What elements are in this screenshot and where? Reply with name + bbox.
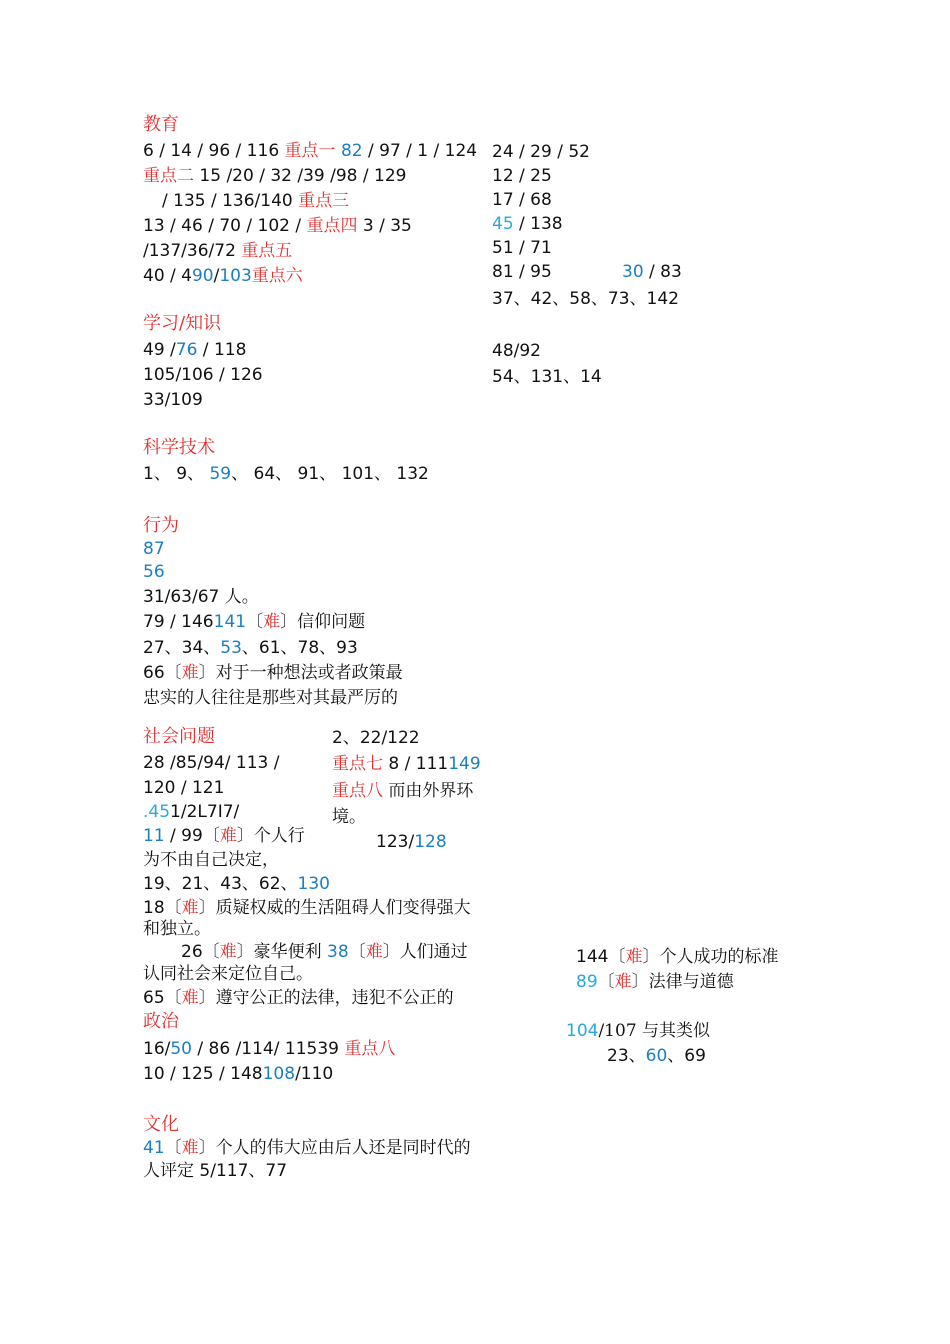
politics-right-1 bbox=[566, 1021, 710, 1041]
text: 49 / bbox=[143, 340, 176, 360]
education-right-6b bbox=[622, 262, 682, 282]
text: 〔 bbox=[608, 947, 626, 967]
key-point-label: 重点八 bbox=[344, 1039, 396, 1059]
key-point-label: 重点五 bbox=[241, 241, 293, 261]
social-line-6 bbox=[143, 874, 330, 894]
culture-line-2 bbox=[143, 1161, 287, 1181]
text: 、69 bbox=[667, 1046, 706, 1066]
culture-line-1 bbox=[143, 1138, 471, 1158]
text: / 86 /114/ 11539 bbox=[192, 1039, 345, 1059]
key-point-label: 重点一 bbox=[284, 141, 336, 161]
text: 18 bbox=[143, 898, 165, 918]
education-right-4 bbox=[492, 214, 563, 234]
text: 10 / 125 / 148 bbox=[143, 1064, 263, 1084]
heading-education: 教育 bbox=[143, 114, 179, 135]
text: 〕法律与道德 bbox=[631, 972, 734, 992]
education-line-6 bbox=[143, 266, 303, 286]
text: 8 / 111 bbox=[383, 754, 449, 774]
text: 19、21、43、62、 bbox=[143, 874, 298, 894]
learning-right-1: 48/92 bbox=[492, 341, 541, 361]
behavior-line-5 bbox=[143, 638, 358, 658]
highlight-number: .45 bbox=[143, 802, 171, 822]
politics-line-1 bbox=[143, 1039, 395, 1059]
highlight-number: 60 bbox=[645, 1046, 668, 1066]
education-line-5 bbox=[143, 241, 292, 261]
text: 26 bbox=[181, 942, 203, 962]
behavior-line-2: 56 bbox=[143, 562, 165, 582]
behavior-line-1: 87 bbox=[143, 539, 165, 559]
difficulty-tag: 难 bbox=[365, 942, 383, 962]
text: / 118 bbox=[197, 340, 247, 360]
key-point-label: 重点六 bbox=[251, 266, 303, 286]
text: 144 bbox=[576, 947, 609, 967]
highlight-number: 45 bbox=[492, 214, 514, 234]
highlight-number: 128 bbox=[414, 832, 447, 852]
education-right-3: 17 / 68 bbox=[492, 190, 552, 210]
text: / bbox=[213, 266, 220, 286]
text: 〕个人行 bbox=[236, 826, 305, 846]
text: 〕对于一种想法或者政策最 bbox=[198, 663, 403, 683]
difficulty-tag: 难 bbox=[219, 942, 237, 962]
text: 〔 bbox=[164, 1138, 182, 1158]
text: / 83 bbox=[643, 262, 682, 282]
text: 27、34、 bbox=[143, 638, 221, 658]
highlight-number: 38 bbox=[327, 942, 349, 962]
highlight-number: 50 bbox=[170, 1039, 192, 1059]
text: 66 bbox=[143, 663, 165, 683]
difficulty-tag: 难 bbox=[181, 988, 199, 1008]
education-line-2 bbox=[143, 166, 406, 186]
social-line-9 bbox=[181, 942, 468, 962]
text: 〔 bbox=[164, 663, 182, 683]
politics-right-2 bbox=[607, 1046, 706, 1066]
text: 〕人们通过 bbox=[382, 942, 468, 962]
text: 15 /20 / 32 /39 /98 / 129 bbox=[194, 166, 407, 186]
text: 6 / 14 / 96 / 116 bbox=[143, 141, 285, 161]
text: / 99 bbox=[164, 826, 203, 846]
text: 16/ bbox=[143, 1039, 171, 1059]
social-mid-5 bbox=[376, 832, 447, 852]
difficulty-tag: 难 bbox=[614, 972, 632, 992]
behavior-line-3 bbox=[143, 587, 259, 607]
education-right-6: 81 / 95 bbox=[492, 262, 552, 282]
text: 31/63/67 bbox=[143, 587, 220, 607]
text: 40 / 4 bbox=[143, 266, 192, 286]
heading-politics: 政治 bbox=[143, 1011, 179, 1032]
text: 123/ bbox=[376, 832, 415, 852]
social-right-1 bbox=[576, 947, 778, 967]
behavior-line-6 bbox=[143, 663, 403, 683]
education-right-2: 12 / 25 bbox=[492, 166, 552, 186]
text: / 97 / 1 / 124 bbox=[362, 141, 478, 161]
highlight-number: 82 bbox=[340, 141, 363, 161]
text: 65 bbox=[143, 988, 165, 1008]
text: / 135 / 136/140 bbox=[162, 191, 299, 211]
highlight-number: 141 bbox=[213, 612, 247, 632]
highlight-number: 89 bbox=[576, 972, 598, 992]
key-point-label: 重点四 bbox=[306, 216, 358, 236]
text: 79 / 146 bbox=[143, 612, 214, 632]
social-line-10: 认同社会来定位自己。 bbox=[143, 964, 313, 984]
education-right-1: 24 / 29 / 52 bbox=[492, 142, 590, 162]
social-line-11 bbox=[143, 988, 454, 1008]
key-point-label: 重点八 bbox=[332, 781, 383, 801]
text: 〔 bbox=[164, 898, 182, 918]
social-right-2 bbox=[576, 972, 734, 992]
text: 〔 bbox=[246, 612, 264, 632]
highlight-number: 41 bbox=[143, 1138, 165, 1158]
text: 〔 bbox=[597, 972, 615, 992]
text: /107 与其类似 bbox=[598, 1021, 711, 1041]
heading-culture: 文化 bbox=[143, 1114, 179, 1135]
social-line-2: 120 / 121 bbox=[143, 778, 225, 798]
text: 、61、78、93 bbox=[241, 638, 358, 658]
education-line-1 bbox=[143, 141, 477, 161]
key-point-label: 重点三 bbox=[298, 191, 350, 211]
highlight-number: 53 bbox=[220, 638, 242, 658]
text: 人评定 bbox=[143, 1161, 194, 1181]
highlight-number: 130 bbox=[297, 874, 330, 894]
heading-social: 社会问题 bbox=[143, 726, 215, 747]
heading-learning: 学习/知识 bbox=[143, 313, 222, 334]
text: 、 64、 91、 101、 132 bbox=[231, 464, 429, 484]
heading-behavior: 行为 bbox=[143, 515, 179, 536]
text: 而由外界环 bbox=[383, 781, 474, 801]
education-right-7: 37、42、58、73、142 bbox=[492, 289, 679, 309]
text: 1、 9、 bbox=[143, 464, 210, 484]
education-line-4 bbox=[143, 216, 412, 236]
key-point-label: 重点七 bbox=[332, 754, 383, 774]
heading-science: 科学技术 bbox=[143, 437, 215, 458]
text: 人。 bbox=[219, 587, 259, 607]
difficulty-tag: 难 bbox=[263, 612, 281, 632]
learning-line-1 bbox=[143, 340, 246, 360]
text: 3 / 35 bbox=[357, 216, 412, 236]
difficulty-tag: 难 bbox=[625, 947, 643, 967]
text: 5/117、77 bbox=[194, 1161, 288, 1181]
text: / 138 bbox=[513, 214, 563, 234]
text: 〔 bbox=[348, 942, 366, 962]
social-mid-1: 2、22/122 bbox=[332, 728, 420, 748]
social-line-1: 28 /85/94/ 113 / bbox=[143, 753, 280, 773]
behavior-line-7: 忠实的人往往是那些对其最严厉的 bbox=[143, 688, 398, 708]
learning-line-3: 33/109 bbox=[143, 390, 203, 410]
text: 〕个人成功的标准 bbox=[642, 947, 779, 967]
highlight-number: 103 bbox=[219, 266, 252, 286]
highlight-number: 59 bbox=[209, 464, 232, 484]
text: /110 bbox=[295, 1064, 334, 1084]
social-line-5: 为不由自己决定， bbox=[143, 850, 279, 870]
difficulty-tag: 难 bbox=[181, 663, 199, 683]
education-line-3 bbox=[162, 191, 349, 211]
text: 13 / 46 / 70 / 102 / bbox=[143, 216, 307, 236]
education-right-5: 51 / 71 bbox=[492, 238, 552, 258]
highlight-number: 11 bbox=[143, 826, 165, 846]
learning-line-2: 105/106 / 126 bbox=[143, 365, 263, 385]
social-mid-3 bbox=[332, 781, 473, 801]
text: 〕质疑权威的生活阻碍人们变得强大 bbox=[198, 898, 471, 918]
difficulty-tag: 难 bbox=[219, 826, 237, 846]
highlight-number: 104 bbox=[566, 1021, 599, 1041]
text: 〔 bbox=[202, 942, 220, 962]
highlight-number: 90 bbox=[191, 266, 214, 286]
text: 〕豪华便利 bbox=[236, 942, 328, 962]
text: 23、 bbox=[607, 1046, 646, 1066]
text: 1/2L7I7/ bbox=[170, 802, 240, 822]
key-point-label: 重点二 bbox=[143, 166, 194, 186]
highlight-number: 108 bbox=[262, 1064, 296, 1084]
text: 〕个人的伟大应由后人还是同时代的 bbox=[198, 1138, 471, 1158]
text: 〕信仰问题 bbox=[280, 612, 366, 632]
social-mid-2 bbox=[332, 754, 481, 774]
social-line-7 bbox=[143, 898, 471, 918]
text: /137/36/72 bbox=[143, 241, 242, 261]
science-line-1 bbox=[143, 464, 429, 484]
social-mid-4: 境。 bbox=[332, 807, 366, 827]
text: 〔 bbox=[164, 988, 182, 1008]
text: 〕遵守公正的法律，违犯不公正的 bbox=[198, 988, 454, 1008]
social-line-8: 和独立。 bbox=[143, 919, 211, 939]
text: 〔 bbox=[202, 826, 220, 846]
highlight-number: 30 bbox=[622, 262, 644, 282]
social-line-4 bbox=[143, 826, 305, 846]
behavior-line-4 bbox=[143, 612, 365, 632]
learning-right-2: 54、131、14 bbox=[492, 367, 602, 387]
highlight-number: 76 bbox=[175, 340, 198, 360]
social-line-3 bbox=[143, 802, 239, 822]
difficulty-tag: 难 bbox=[181, 898, 199, 918]
politics-line-2 bbox=[143, 1064, 333, 1084]
difficulty-tag: 难 bbox=[181, 1138, 199, 1158]
highlight-number: 149 bbox=[448, 754, 481, 774]
